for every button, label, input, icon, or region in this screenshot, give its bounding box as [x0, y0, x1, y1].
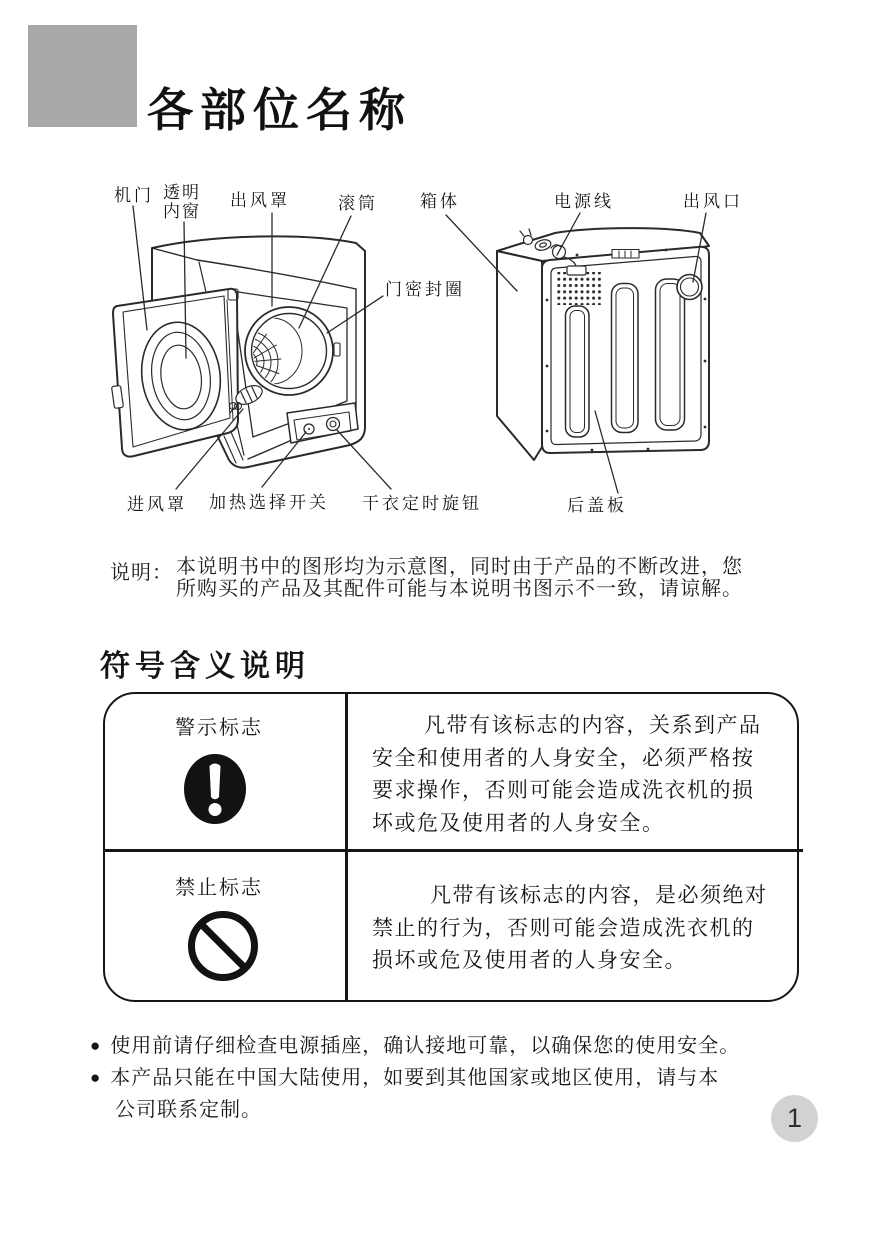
footnote-text: 使用前请仔细检查电源插座，确认接地可靠，以确保您的使用安全。 — [110, 1035, 741, 1057]
warning-icon — [183, 753, 247, 825]
warning-description — [372, 710, 762, 840]
warning-line: 安全和使用者的人身安全，必须严格按 — [372, 746, 755, 770]
note-line: 本说明书中的图形均为示意图，同时由于产品的不断改进，您 — [176, 556, 743, 578]
table-vertical-divider — [345, 694, 348, 1000]
symbols-table — [103, 692, 799, 1002]
part-label-door-seal: 门密封圈 — [385, 280, 465, 299]
vent-grid — [556, 272, 602, 305]
part-label-power-cord: 电源线 — [554, 192, 614, 211]
note-body — [176, 556, 743, 600]
dryer-rear-illustration — [497, 228, 709, 460]
part-label-heat-switch: 加热选择开关 — [209, 493, 329, 512]
symbols-heading: 符号含义说明 — [100, 650, 310, 683]
part-label-door: 机门 — [114, 186, 154, 205]
part-label-timer-knob: 干衣定时旋钮 — [362, 494, 482, 513]
part-label-back-cover: 后盖板 — [567, 496, 627, 515]
note-line: 所购买的产品及其配件可能与本说明书图示不一致，请谅解。 — [176, 578, 743, 600]
page-title: 各部位名称 — [147, 84, 412, 136]
footnote-item — [90, 1061, 719, 1090]
warning-sign-name: 警示标志 — [175, 717, 263, 739]
page-number-badge: 1 — [771, 1095, 818, 1142]
part-label-cabinet: 箱体 — [420, 192, 460, 211]
prohibition-description — [372, 880, 768, 978]
part-label-outlet-cover: 出风罩 — [230, 191, 290, 210]
part-label-window-line2: 内窗 — [163, 202, 201, 221]
bullet-icon: ● — [90, 1068, 102, 1087]
part-label-window — [163, 183, 201, 221]
part-label-drum: 滚筒 — [338, 194, 378, 213]
part-label-inlet-cover: 进风罩 — [127, 495, 187, 514]
footnote-text: 本产品只能在中国大陆使用，如要到其他国家或地区使用，请与本 — [110, 1067, 720, 1089]
prohibition-icon — [186, 907, 260, 985]
prohibition-line: 禁止的行为，否则可能会造成洗衣机的 — [372, 916, 755, 940]
disclaimer-note — [110, 556, 743, 600]
warning-line: 坏或危及使用者的人身安全。 — [372, 811, 665, 835]
part-label-window-line1: 透明 — [163, 183, 201, 202]
table-horizontal-divider — [105, 849, 803, 852]
footnote-item — [90, 1029, 740, 1058]
note-label: 说明： — [110, 562, 173, 584]
warning-line: 凡带有该标志的内容，关系到产品 — [424, 714, 762, 737]
prohibition-line: 损坏或危及使用者的人身安全。 — [372, 949, 687, 972]
prohibition-sign-name: 禁止标志 — [175, 877, 263, 899]
bullet-icon: ● — [90, 1036, 102, 1055]
dryer-front-illustration — [112, 236, 365, 467]
parts-diagram — [0, 170, 875, 535]
part-label-air-outlet: 出风口 — [683, 192, 743, 211]
accent-gray-square — [28, 25, 137, 127]
footnote-text-continued: 公司联系定制。 — [115, 1099, 262, 1121]
prohibition-line: 凡带有该标志的内容，是必须绝对 — [430, 884, 768, 907]
warning-line: 要求操作，否则可能会造成洗衣机的损 — [372, 779, 755, 802]
